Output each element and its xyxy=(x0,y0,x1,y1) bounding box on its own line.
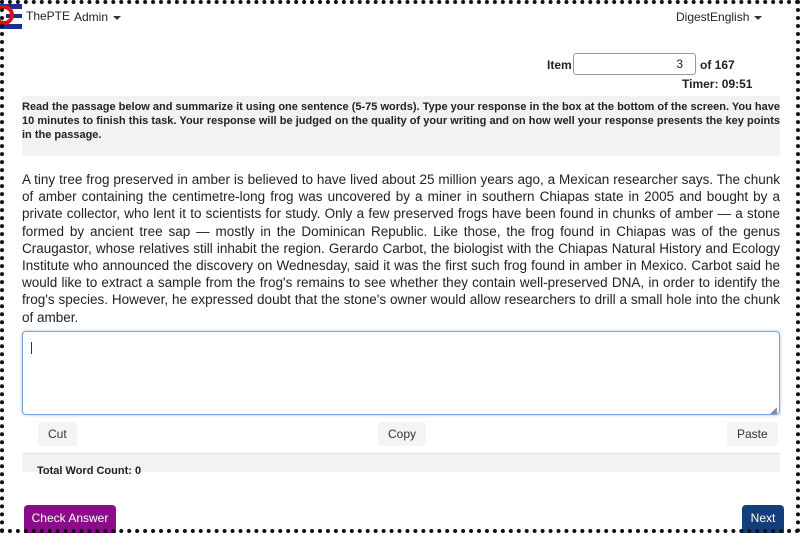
language-menu-label: DigestEnglish xyxy=(676,10,750,24)
admin-menu-label: Admin xyxy=(74,10,109,24)
brand-logo-icon xyxy=(0,2,22,34)
admin-menu[interactable] xyxy=(74,10,121,24)
reading-passage: A tiny tree frog preserved in amber is believed to have lived about 25 million years ago, a Mexican researcher says. The chunk of amber containing the centimetre-long frog was uncovered by a miner in southern Chiapas state in 2005 and bought by a private collector, who lent it to scientists for study. Only a few preserved frogs have been found in chunks of amber — a stone formed by ancient tree sap — mostly in the Dominican Republic. Like those, the frog found in Chiapas was of the genus Craugastor, whose relatives still inhabit the region. Gerardo Carbot, the biologist with the Chiapas Natural History and Ecology Institute who announced the discovery on Wednesday, said it was the first such frog found in amber in Mexico. Carbot said he would like to extract a sample from the frog's remains to see whether they contain well-preserved DNA, in order to identify the frog's species. However, he expressed doubt that the stone's owner would allow researchers to drill a small hole into the chunk of amber. xyxy=(22,172,780,325)
paste-button[interactable]: Paste xyxy=(727,422,778,446)
next-button[interactable]: Next xyxy=(742,505,784,533)
copy-button[interactable]: Copy xyxy=(378,422,426,446)
word-count: Total Word Count: 0 xyxy=(37,465,142,477)
item-label: Item xyxy=(547,58,572,72)
cut-button[interactable]: Cut xyxy=(38,422,77,446)
response-textarea[interactable] xyxy=(22,331,780,415)
item-number-input[interactable] xyxy=(573,53,696,75)
item-total: of 167 xyxy=(700,58,735,72)
text-cursor xyxy=(31,342,32,354)
chevron-down-icon xyxy=(754,16,762,20)
resize-handle-icon[interactable]: ◢ xyxy=(770,405,777,415)
chevron-down-icon xyxy=(113,16,121,20)
language-menu[interactable] xyxy=(676,10,762,24)
brand-name: ThePTE xyxy=(26,9,71,23)
check-answer-button[interactable]: Check Answer xyxy=(24,505,116,533)
timer: Timer: 09:51 xyxy=(682,77,753,91)
task-instructions: Read the passage below and summarize it using one sentence (5-75 words). Type your response in the box at the bottom of the screen. You have 10 minutes to finish this task. Your response will be judged on the quality of your writing and on how well your response presents the key points in the passage. xyxy=(22,96,780,156)
